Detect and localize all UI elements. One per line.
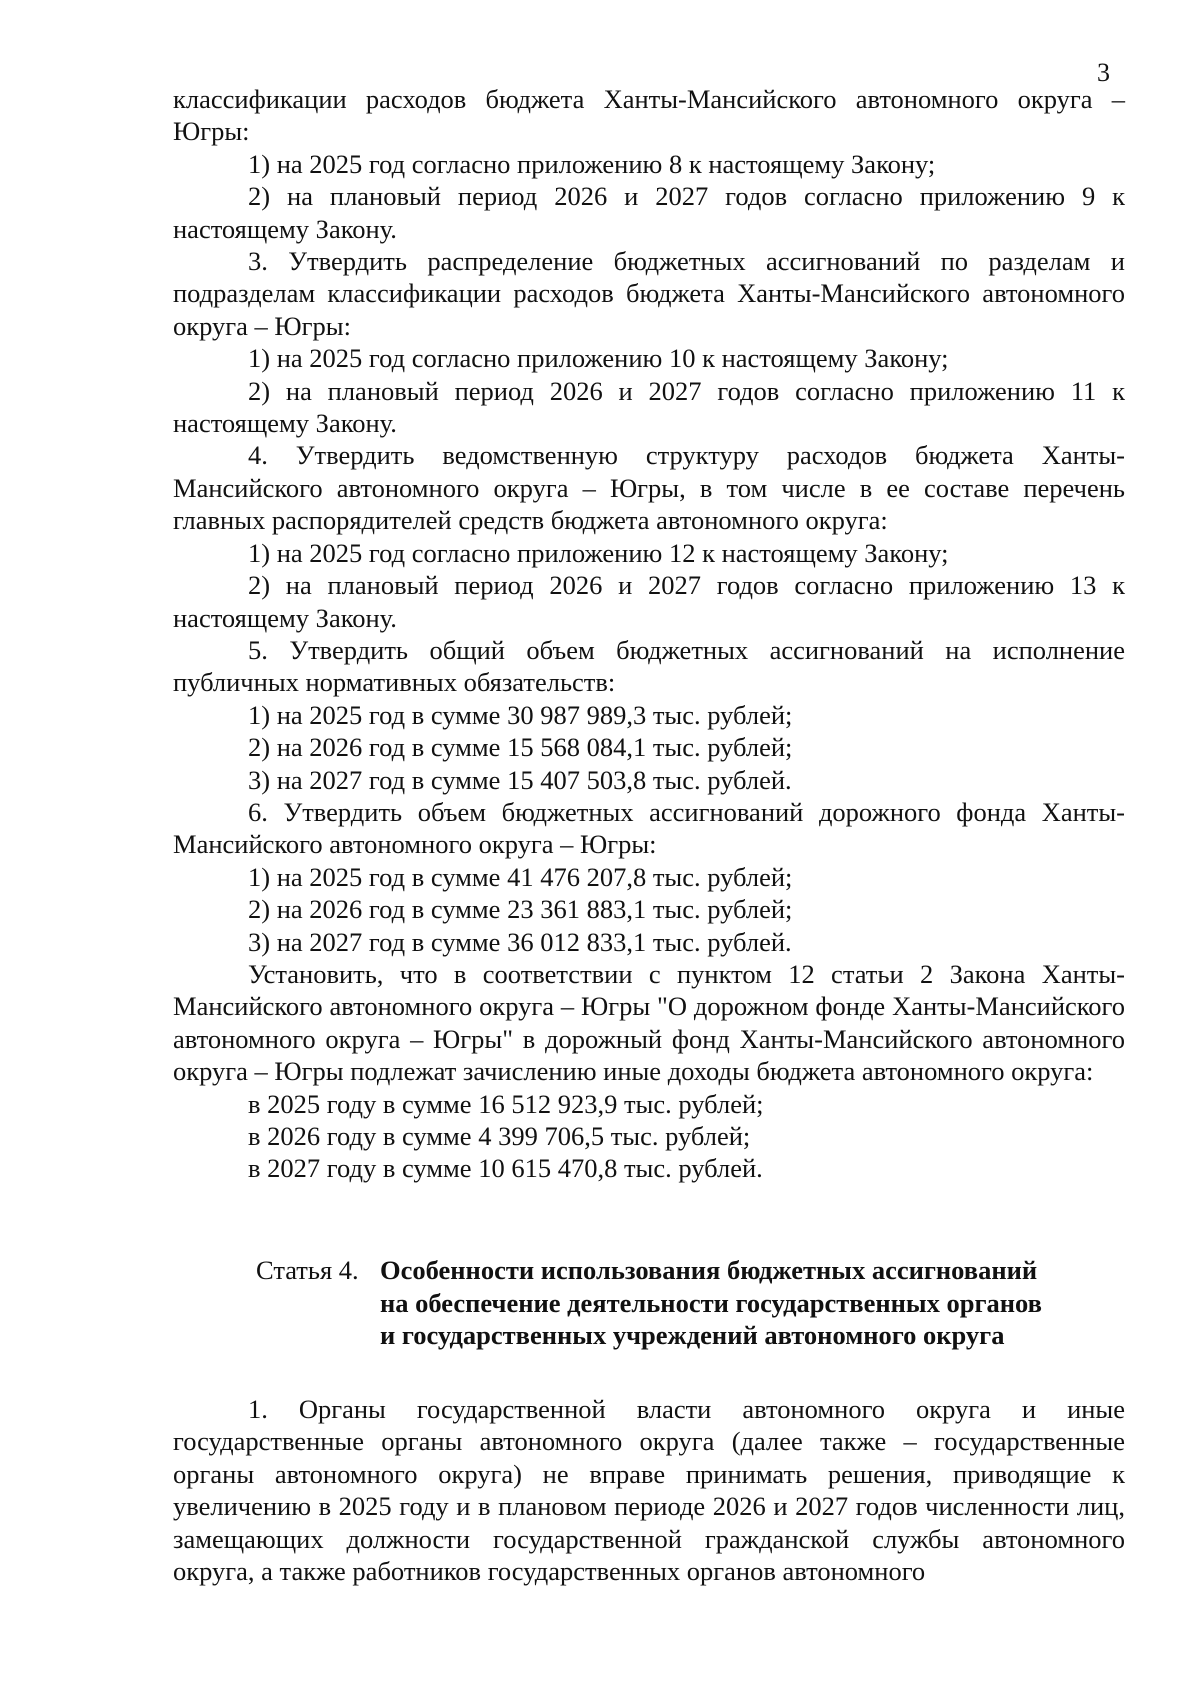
article-label: Статья 4. <box>256 1255 359 1285</box>
list-item: в 2026 году в сумме 4 399 706,5 тыс. рублей; <box>248 1121 751 1151</box>
list-item: 1) на 2025 год в сумме 30 987 989,3 тыс. рублей; <box>248 699 793 730</box>
paragraph: 1. Органы государственной власти автономного округа и иные государственные органы автономного округа (далее также – государственные органы автономного округа) не вправе принимать решения, приводящие к увеличению в 2025 году и в плановом периоде 2026 и 2027 годов численности лиц, замещающих должности государственной гражданской службы автономного округа, а также работников государственных органов автономного <box>173 1394 1125 1587</box>
list-item: 1) на 2025 год согласно приложению 8 к настоящему Закону; <box>248 148 936 179</box>
list-item: 1) на 2025 год согласно приложению 10 к настоящему Закону; <box>248 343 949 374</box>
list-item: 2) на плановый период 2026 и 2027 годов согласно приложению 13 к настоящему Закону. <box>173 570 1125 633</box>
list-item: 1) на 2025 год в сумме 41 476 207,8 тыс. рублей; <box>248 861 793 892</box>
article-title: Особенности использования бюджетных ассигнований на обеспечение деятельности государственных органов и государственных учреждений автономного округа <box>380 1255 1042 1351</box>
paragraph: 4. Утвердить ведомственную структуру расходов бюджета Ханты-Мансийского автономного округа – Югры, в том числе в ее составе перечень главных распорядителей средств бюджета автономного округа: <box>173 440 1125 536</box>
paragraph: 6. Утвердить объем бюджетных ассигнований дорожного фонда Ханты-Мансийского автономного округа – Югры: <box>173 796 1125 860</box>
paragraph: 5. Утвердить общий объем бюджетных ассигнований на исполнение публичных нормативных обязательств: <box>173 634 1125 698</box>
paragraph: Установить, что в соответствии с пунктом 12 статьи 2 Закона Ханты-Мансийского автономного округа – Югры "О дорожном фонде Ханты-Мансийского автономного округа – Югры" в дорожный фонд Ханты-Мансийского автономного округа – Югры подлежат зачислению иные доходы бюджета автономного округа: <box>173 958 1125 1087</box>
article-body <box>173 1393 1125 1587</box>
list-item: 2) на 2026 год в сумме 15 568 084,1 тыс. рублей; <box>248 732 793 763</box>
page-number: 3 <box>1097 58 1110 87</box>
list-item: в 2027 году в сумме 10 615 470,8 тыс. рублей. <box>248 1153 763 1184</box>
paragraph: классификации расходов бюджета Ханты-Мансийского автономного округа – Югры: <box>173 84 1125 147</box>
list-item: 1) на 2025 год согласно приложению 12 к настоящему Закону; <box>248 537 949 568</box>
list-item: 2) на 2026 год в сумме 23 361 883,1 тыс. рублей; <box>248 894 793 925</box>
document-body <box>173 83 1125 1185</box>
article-heading <box>256 1254 1125 1352</box>
list-item: 3) на 2027 год в сумме 36 012 833,1 тыс. рублей. <box>248 926 792 957</box>
paragraph: 3. Утвердить распределение бюджетных ассигнований по разделам и подразделам классификации расходов бюджета Ханты-Мансийского автономного округа – Югры: <box>173 246 1125 341</box>
list-item: в 2025 году в сумме 16 512 923,9 тыс. рублей; <box>248 1088 764 1119</box>
list-item: 2) на плановый период 2026 и 2027 годов согласно приложению 9 к настоящему Закону. <box>173 181 1125 244</box>
list-item: 3) на 2027 год в сумме 15 407 503,8 тыс. рублей. <box>248 764 792 795</box>
list-item: 2) на плановый период 2026 и 2027 годов согласно приложению 11 к настоящему Закону. <box>173 375 1125 439</box>
